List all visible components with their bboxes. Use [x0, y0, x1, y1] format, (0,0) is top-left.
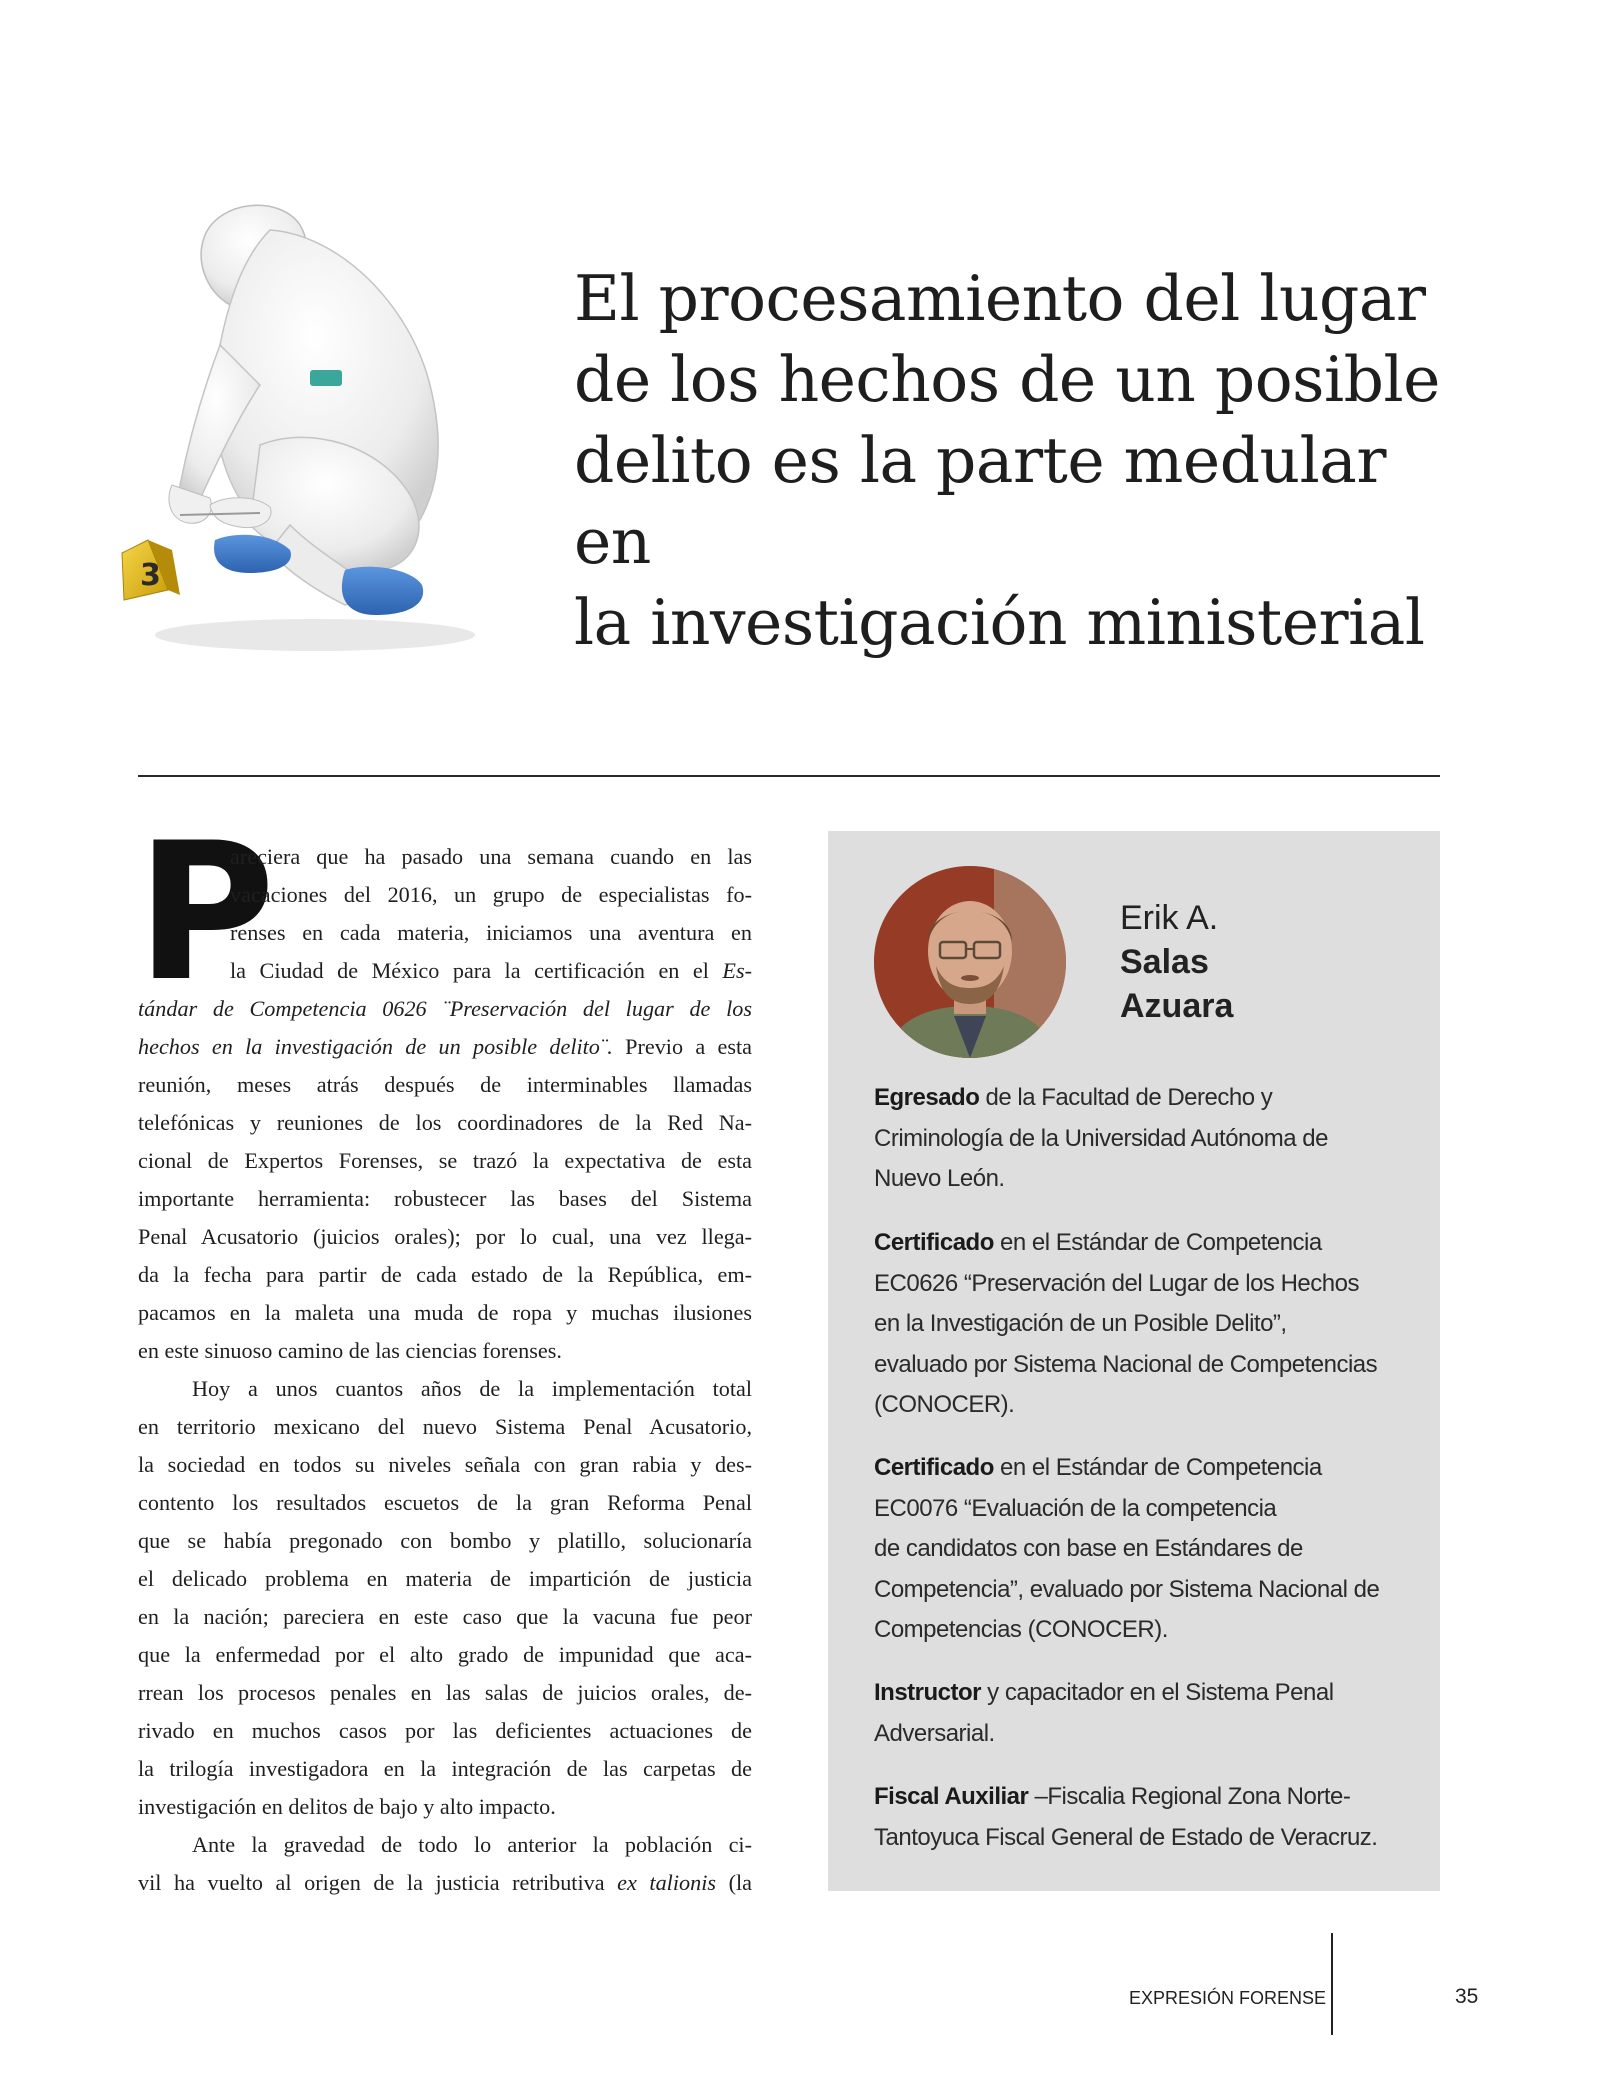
- body-line: contento los resultados escuetos de la gran Reforma Penal: [138, 1490, 752, 1515]
- body-line: la Ciudad de México para la certificación en el Es-: [230, 958, 752, 983]
- title-line: El procesamiento del lugar: [574, 262, 1426, 335]
- body-line: Ante la gravedad de todo lo anterior la población ci-: [192, 1832, 752, 1857]
- body-line: tándar de Competencia 0626 ¨Preservación del lugar de los: [138, 996, 752, 1021]
- body-line: en la nación; pareciera en este caso que la vacuna fue peor: [138, 1604, 752, 1629]
- body-line: pacamos en la maleta una muda de ropa y muchas ilusiones: [138, 1300, 752, 1325]
- body-line: telefónicas y reuniones de los coordinadores de la Red Na-: [138, 1110, 752, 1135]
- evidence-marker-number: 3: [140, 558, 161, 593]
- body-line: importante herramienta: robustecer las bases del Sistema: [138, 1186, 752, 1211]
- body-line: rrean los procesos penales en las salas de juicios orales, de-: [138, 1680, 752, 1705]
- body-line: rivado en muchos casos por las deficientes actuaciones de: [138, 1718, 752, 1743]
- body-line: Hoy a unos cuantos años de la implementación total: [192, 1376, 752, 1401]
- bio-entry: Certificado en el Estándar de Competencia EC0626 “Preservación del Lugar de los Hechos en la Investigación de un Posible Delito”, evaluado por Sistema Nacional de Competencias (CONOCER).: [874, 1229, 1378, 1418]
- author-last-name: Salas: [1120, 943, 1209, 981]
- forensic-specialist-crouching-icon: [110, 195, 490, 665]
- bio-entry: Egresado de la Facultad de Derecho y Criminología de la Universidad Autónoma de Nuevo León.: [874, 1084, 1328, 1192]
- body-line: da la fecha para partir de cada estado de la República, em-: [138, 1262, 752, 1287]
- bio-entry: Fiscal Auxiliar –Fiscalia Regional Zona Norte- Tantoyuca Fiscal General de Estado de Veracruz.: [874, 1783, 1378, 1851]
- body-line: investigación en delitos de bajo y alto impacto.: [138, 1794, 556, 1819]
- body-line: la sociedad en todos su niveles señala con gran rabia y des-: [138, 1452, 752, 1477]
- body-line: cional de Expertos Forenses, se trazó la expectativa de esta: [138, 1148, 752, 1173]
- title-line: de los hechos de un posible: [574, 343, 1440, 416]
- bio-entry: Certificado en el Estándar de Competencia EC0076 “Evaluación de la competencia de candidatos con base en Estándares de Competencia”, evaluado por Sistema Nacional de Competencias (CONOCER).: [874, 1454, 1380, 1643]
- drop-cap: P: [136, 802, 276, 1023]
- body-line: que se había pregonado con bombo y platillo, solucionaría: [138, 1528, 752, 1553]
- page-number: 35: [1455, 1985, 1479, 2008]
- body-line: areciera que ha pasado una semana cuando en las: [230, 844, 752, 869]
- author-portrait-icon: [874, 866, 1066, 1058]
- body-line: hechos en la investigación de un posible delito¨. Previo a esta: [138, 1034, 752, 1059]
- body-line: Penal Acusatorio (juicios orales); por lo cual, una vez llega-: [138, 1224, 752, 1249]
- body-line: la trilogía investigadora en la integración de las carpetas de: [138, 1756, 752, 1781]
- title-line: delito es la parte medular en: [574, 424, 1386, 578]
- footer-divider: [1331, 1933, 1333, 2035]
- body-line: vacaciones del 2016, un grupo de especialistas fo-: [230, 882, 752, 907]
- author-name: [1120, 896, 1233, 1028]
- publication-name: EXPRESIÓN FORENSE: [1128, 1988, 1326, 2008]
- author-last-name: Azuara: [1120, 987, 1234, 1025]
- body-line: vil ha vuelto al origen de la justicia retributiva ex talionis (la: [138, 1870, 752, 1895]
- bio-entry: Instructor y capacitador en el Sistema Penal Adversarial.: [874, 1679, 1334, 1747]
- article-body: [136, 802, 752, 1902]
- body-line: renses en cada materia, iniciamos una aventura en: [230, 920, 752, 945]
- title-line: la investigación ministerial: [574, 586, 1425, 659]
- body-line: que la enfermedad por el alto grado de impunidad que aca-: [138, 1642, 752, 1667]
- body-line: en territorio mexicano del nuevo Sistema Penal Acusatorio,: [138, 1414, 752, 1439]
- author-first-name: Erik A.: [1120, 899, 1219, 937]
- author-bio-box: [828, 831, 1440, 1891]
- section-divider: [138, 775, 1440, 777]
- body-line: reunión, meses atrás después de interminables llamadas: [138, 1072, 752, 1097]
- article-title: [574, 258, 1474, 663]
- body-line: en este sinuoso camino de las ciencias forenses.: [138, 1338, 562, 1363]
- body-line: el delicado problema en materia de impartición de justicia: [138, 1566, 752, 1591]
